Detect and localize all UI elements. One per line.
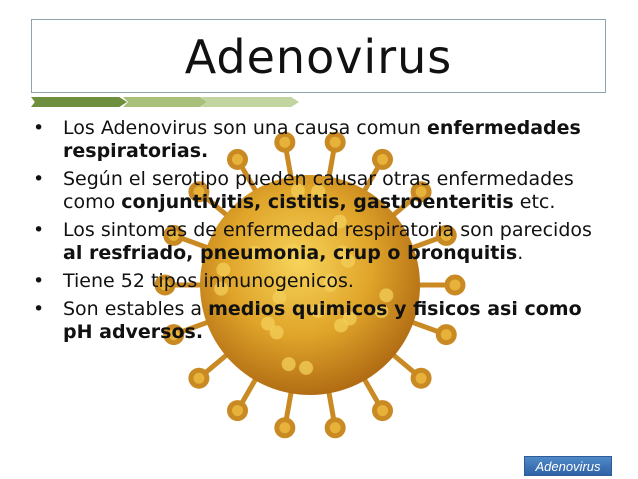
accent-bar-mid bbox=[123, 97, 207, 107]
accent-bars bbox=[31, 97, 331, 107]
bullet-bold-text: al resfriado, pneumonia, crup o bronquitis bbox=[63, 242, 518, 264]
bullet-dot-icon: • bbox=[33, 168, 45, 190]
bullet-text: Los sintomas de enfermedad respiratoria son parecidos bbox=[63, 219, 592, 241]
bullet-bold-text: medios quimicos y fisicos asi como pH adversos. bbox=[63, 298, 582, 343]
bullet-dot-icon: • bbox=[33, 117, 45, 139]
bullet-bold-text: enfermedades respiratorias. bbox=[63, 117, 581, 162]
bullet-dot-icon: • bbox=[33, 219, 45, 241]
bullet-item bbox=[25, 219, 615, 265]
bullet-list bbox=[25, 117, 615, 349]
accent-bar-dark bbox=[31, 97, 127, 107]
accent-bar-light bbox=[201, 97, 299, 107]
bullet-text: Son estables a bbox=[63, 298, 209, 320]
bullet-text: Tiene 52 tipos inmunogenicos. bbox=[63, 270, 354, 292]
bullet-item bbox=[25, 270, 615, 293]
bullet-text: etc. bbox=[513, 191, 556, 213]
bullet-text: Los Adenovirus son una causa comun bbox=[63, 117, 427, 139]
bullet-dot-icon: • bbox=[33, 270, 45, 292]
footer-label: Adenovirus bbox=[524, 456, 612, 476]
bullet-item bbox=[25, 168, 615, 214]
bullet-item bbox=[25, 298, 615, 344]
slide-title: Adenovirus bbox=[184, 30, 453, 84]
bullet-bold-text: conjuntivitis, cistitis, gastroenteritis bbox=[121, 191, 514, 213]
bullet-text: Según el serotipo pueden causar otras enfermedades como bbox=[63, 168, 574, 213]
title-box bbox=[31, 19, 606, 93]
bullet-text: . bbox=[517, 242, 524, 264]
bullet-dot-icon: • bbox=[33, 298, 45, 320]
bullet-item bbox=[25, 117, 615, 163]
